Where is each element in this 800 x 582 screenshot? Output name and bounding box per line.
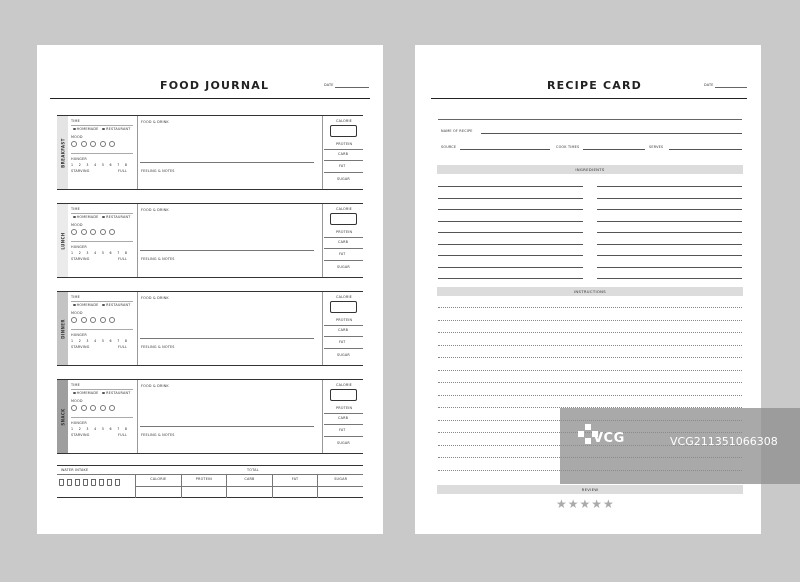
- fat-label: FAT: [339, 252, 346, 256]
- hunger-scale-value[interactable]: 6: [109, 427, 112, 431]
- homemade-option[interactable]: [73, 127, 98, 131]
- hunger-scale: [71, 339, 127, 343]
- full-label: FULL: [117, 257, 127, 261]
- food-drink-divider: [140, 338, 314, 339]
- restaurant-option[interactable]: [102, 391, 130, 395]
- food-journal-title: FOOD JOURNAL: [160, 79, 270, 92]
- total-column[interactable]: [181, 474, 227, 498]
- restaurant-label: RESTAURANT: [106, 303, 131, 307]
- hunger-scale-value[interactable]: 6: [109, 251, 112, 255]
- hunger-label: HUNGER: [71, 421, 87, 425]
- fat-label: FAT: [339, 428, 346, 432]
- food-drink-divider: [140, 162, 314, 163]
- instructions-header: INSTRUCTIONS: [437, 287, 743, 296]
- instruction-line[interactable]: [438, 332, 742, 333]
- hunger-scale-value[interactable]: 7: [117, 427, 120, 431]
- total-column[interactable]: [272, 474, 318, 498]
- starving-label: STARVING: [71, 345, 90, 349]
- food-journal-date-field[interactable]: [335, 87, 369, 88]
- hunger-scale-value[interactable]: 5: [101, 251, 104, 255]
- radio-icon: [102, 216, 105, 219]
- full-label: FULL: [117, 433, 127, 437]
- hunger-scale-value[interactable]: 8: [124, 427, 127, 431]
- ingredient-line[interactable]: [438, 255, 583, 256]
- mood-label: MOOD: [71, 399, 83, 403]
- calorie-label: CALORIE: [336, 207, 353, 211]
- ingredient-line[interactable]: [438, 267, 583, 268]
- hunger-scale-value[interactable]: 2: [78, 427, 81, 431]
- calorie-input[interactable]: [330, 213, 357, 225]
- review-header: REVIEW: [437, 485, 743, 494]
- total-label: TOTAL: [247, 468, 259, 472]
- feeling-notes-label: FEELING & NOTES: [141, 345, 175, 349]
- food-journal-date-label: DATE: [324, 83, 334, 87]
- name-of-recipe-label: NAME OF RECIPE: [441, 129, 473, 133]
- mood-face-icon[interactable]: [90, 141, 96, 147]
- source-field[interactable]: [460, 149, 550, 150]
- hunger-scale: [71, 163, 127, 167]
- header-rule: [50, 98, 370, 99]
- water-cup-icon[interactable]: [91, 479, 96, 486]
- calorie-input[interactable]: [330, 389, 357, 401]
- nutrition-panel: [324, 116, 363, 189]
- name-of-recipe-field[interactable]: [481, 133, 742, 134]
- total-column[interactable]: [135, 474, 181, 498]
- total-column-label: CARB: [244, 477, 255, 481]
- hunger-scale: [71, 251, 127, 255]
- time-label: TIME: [71, 207, 80, 211]
- starving-label: STARVING: [71, 169, 90, 173]
- recipe-date-label: DATE: [704, 83, 714, 87]
- meal-section: [57, 379, 363, 454]
- hunger-scale-ends: [71, 257, 127, 261]
- meal-name: LUNCH: [60, 231, 65, 250]
- serves-label: SERVES: [649, 145, 664, 149]
- hunger-scale-value[interactable]: 4: [94, 251, 97, 255]
- calorie-input[interactable]: [330, 125, 357, 137]
- restaurant-label: RESTAURANT: [106, 391, 131, 395]
- homemade-label: HOMEMADE: [76, 391, 99, 395]
- hunger-scale-value[interactable]: 8: [124, 339, 127, 343]
- homemade-label: HOMEMADE: [76, 303, 99, 307]
- hunger-scale-ends: [71, 433, 127, 437]
- total-column-label: PROTEIN: [195, 477, 212, 481]
- ingredient-line[interactable]: [438, 221, 583, 222]
- restaurant-option[interactable]: [102, 303, 130, 307]
- ingredient-line[interactable]: [597, 244, 742, 245]
- total-column-label: FAT: [291, 477, 299, 481]
- ingredient-line[interactable]: [438, 198, 583, 199]
- mood-face-icon[interactable]: [81, 141, 87, 147]
- starving-label: STARVING: [71, 257, 90, 261]
- hunger-scale-value[interactable]: 3: [86, 163, 89, 167]
- radio-icon: [102, 128, 105, 131]
- restaurant-option[interactable]: [102, 127, 130, 131]
- mood-face-icon[interactable]: [109, 405, 115, 411]
- hunger-scale-value[interactable]: 6: [109, 339, 112, 343]
- watermark: [560, 408, 800, 484]
- hunger-label: HUNGER: [71, 157, 87, 161]
- mood-faces: [71, 141, 133, 147]
- hunger-scale-value[interactable]: 1: [71, 339, 74, 343]
- protein-label: PROTEIN: [336, 230, 353, 234]
- mood-label: MOOD: [71, 223, 83, 227]
- mood-face-icon[interactable]: [109, 229, 115, 235]
- hunger-scale-ends: [71, 169, 127, 173]
- food-drink-divider: [140, 426, 314, 427]
- water-cup-icon[interactable]: [115, 479, 120, 486]
- calorie-label: CALORIE: [336, 295, 353, 299]
- watermark-id: VCG211351066308: [670, 435, 778, 448]
- protein-label: PROTEIN: [336, 318, 353, 322]
- ingredient-line[interactable]: [597, 221, 742, 222]
- mood-face-icon[interactable]: [71, 229, 77, 235]
- totals-columns: [135, 474, 363, 498]
- meal-tab: [57, 116, 68, 189]
- meal-name: BREAKFAST: [60, 137, 65, 168]
- ingredients-header: INGREDIENTS: [437, 165, 743, 174]
- hunger-scale: [71, 427, 127, 431]
- carb-label: CARB: [338, 240, 349, 244]
- food-notes-area[interactable]: [137, 116, 323, 189]
- meal-section: [57, 203, 363, 278]
- restaurant-option[interactable]: [102, 215, 130, 219]
- water-cup-icon[interactable]: [67, 479, 72, 486]
- hunger-scale-value[interactable]: 2: [78, 339, 81, 343]
- review-stars[interactable]: ★★★★★: [556, 497, 615, 511]
- hunger-scale-value[interactable]: 3: [86, 251, 89, 255]
- homemade-label: HOMEMADE: [76, 215, 99, 219]
- meal-tab: [57, 292, 68, 365]
- instruction-line[interactable]: [438, 382, 742, 383]
- food-drink-label: FOOD & DRINK: [141, 384, 169, 388]
- total-column[interactable]: [226, 474, 272, 498]
- food-journal-page: [37, 45, 383, 534]
- hunger-scale-value[interactable]: 1: [71, 163, 74, 167]
- ingredient-line[interactable]: [438, 186, 583, 187]
- mood-face-icon[interactable]: [90, 229, 96, 235]
- food-drink-label: FOOD & DRINK: [141, 120, 169, 124]
- ingredient-line[interactable]: [438, 209, 583, 210]
- meal-source-options: [71, 127, 133, 131]
- meal-tab: [57, 204, 68, 277]
- carb-label: CARB: [338, 328, 349, 332]
- homemade-option[interactable]: [73, 391, 98, 395]
- radio-icon: [102, 304, 105, 307]
- restaurant-label: RESTAURANT: [106, 127, 131, 131]
- hunger-scale-value[interactable]: 1: [71, 427, 74, 431]
- mood-label: MOOD: [71, 135, 83, 139]
- hunger-scale-value[interactable]: 7: [117, 339, 120, 343]
- instruction-line[interactable]: [438, 370, 742, 371]
- meal-section: [57, 115, 363, 190]
- ingredient-line[interactable]: [597, 198, 742, 199]
- mood-face-icon[interactable]: [71, 405, 77, 411]
- hunger-scale-value[interactable]: 5: [101, 427, 104, 431]
- meal-name: DINNER: [60, 318, 65, 339]
- hunger-scale-value[interactable]: 5: [101, 163, 104, 167]
- radio-icon: [73, 304, 76, 307]
- hunger-scale-value[interactable]: 2: [78, 251, 81, 255]
- homemade-option[interactable]: [73, 215, 98, 219]
- meal-section: [57, 291, 363, 366]
- food-notes-area[interactable]: [137, 292, 323, 365]
- hunger-scale-value[interactable]: 8: [124, 163, 127, 167]
- sugar-label: SUGAR: [337, 177, 350, 181]
- watermark-brand: VCG: [593, 431, 625, 446]
- time-label: TIME: [71, 119, 80, 123]
- hunger-label: HUNGER: [71, 333, 87, 337]
- radio-icon: [73, 216, 76, 219]
- total-column[interactable]: [317, 474, 363, 498]
- mood-face-icon[interactable]: [81, 229, 87, 235]
- cook-times-label: COOK TIMES: [556, 145, 580, 149]
- protein-label: PROTEIN: [336, 406, 353, 410]
- food-drink-label: FOOD & DRINK: [141, 208, 169, 212]
- ingredient-line[interactable]: [597, 186, 742, 187]
- instruction-line[interactable]: [438, 307, 742, 308]
- instruction-line[interactable]: [438, 357, 742, 358]
- homemade-option[interactable]: [73, 303, 98, 307]
- mood-face-icon[interactable]: [100, 141, 106, 147]
- recipe-header-rule: [431, 98, 747, 99]
- mood-face-icon[interactable]: [100, 317, 106, 323]
- instruction-line[interactable]: [438, 345, 742, 346]
- nutrition-panel: [324, 292, 363, 365]
- food-drink-label: FOOD & DRINK: [141, 296, 169, 300]
- ingredient-line[interactable]: [597, 255, 742, 256]
- radio-icon: [102, 392, 105, 395]
- meal-name: SNACK: [60, 407, 65, 426]
- hunger-scale-value[interactable]: 4: [94, 163, 97, 167]
- mood-face-icon[interactable]: [100, 405, 106, 411]
- feeling-notes-label: FEELING & NOTES: [141, 257, 175, 261]
- hunger-scale-value[interactable]: 7: [117, 251, 120, 255]
- hunger-scale-value[interactable]: 1: [71, 251, 74, 255]
- instruction-line[interactable]: [438, 395, 742, 396]
- meal-source-options: [71, 303, 133, 307]
- water-cup-icon[interactable]: [75, 479, 80, 486]
- carb-label: CARB: [338, 152, 349, 156]
- mood-faces: [71, 229, 133, 235]
- ingredient-line[interactable]: [597, 209, 742, 210]
- ingredient-line[interactable]: [597, 267, 742, 268]
- instruction-line[interactable]: [438, 320, 742, 321]
- food-notes-area[interactable]: [137, 204, 323, 277]
- hunger-scale-value[interactable]: 7: [117, 163, 120, 167]
- total-column-label: CALORIE: [150, 477, 167, 481]
- protein-label: PROTEIN: [336, 142, 353, 146]
- water-cup-icon[interactable]: [83, 479, 88, 486]
- water-intake-label: WATER INTAKE: [61, 468, 89, 472]
- mood-face-icon[interactable]: [81, 405, 87, 411]
- hunger-scale-value[interactable]: 2: [78, 163, 81, 167]
- water-cup-icon[interactable]: [99, 479, 104, 486]
- starving-label: STARVING: [71, 433, 90, 437]
- hunger-scale-value[interactable]: 8: [124, 251, 127, 255]
- mood-face-icon[interactable]: [109, 141, 115, 147]
- water-cups: [59, 479, 120, 486]
- fat-label: FAT: [339, 340, 346, 344]
- mood-faces: [71, 405, 133, 411]
- sugar-label: SUGAR: [337, 265, 350, 269]
- hunger-scale-value[interactable]: 3: [86, 339, 89, 343]
- cook-times-field[interactable]: [583, 149, 645, 150]
- recipe-card-title: RECIPE CARD: [547, 79, 642, 92]
- water-cup-icon[interactable]: [107, 479, 112, 486]
- hunger-scale-value[interactable]: 4: [94, 427, 97, 431]
- hunger-scale-value[interactable]: 5: [101, 339, 104, 343]
- meal-tab: [57, 380, 68, 453]
- hunger-scale-value[interactable]: 6: [109, 163, 112, 167]
- calorie-input[interactable]: [330, 301, 357, 313]
- carb-label: CARB: [338, 416, 349, 420]
- nutrition-panel: [324, 204, 363, 277]
- hunger-label: HUNGER: [71, 245, 87, 249]
- ingredient-line[interactable]: [438, 244, 583, 245]
- mood-label: MOOD: [71, 311, 83, 315]
- food-notes-area[interactable]: [137, 380, 323, 453]
- homemade-label: HOMEMADE: [76, 127, 99, 131]
- mood-faces: [71, 317, 133, 323]
- hunger-scale-value[interactable]: 3: [86, 427, 89, 431]
- meal-source-options: [71, 391, 133, 395]
- calorie-label: CALORIE: [336, 383, 353, 387]
- mood-face-icon[interactable]: [71, 317, 77, 323]
- hunger-scale-ends: [71, 345, 127, 349]
- ingredient-line[interactable]: [597, 278, 742, 279]
- food-drink-divider: [140, 250, 314, 251]
- time-label: TIME: [71, 295, 80, 299]
- radio-icon: [73, 128, 76, 131]
- totals-section: [57, 465, 363, 498]
- total-column-label: SUGAR: [334, 477, 348, 481]
- full-label: FULL: [117, 169, 127, 173]
- serves-field[interactable]: [669, 149, 742, 150]
- mood-face-icon[interactable]: [90, 317, 96, 323]
- fat-label: FAT: [339, 164, 346, 168]
- restaurant-label: RESTAURANT: [106, 215, 131, 219]
- calorie-label: CALORIE: [336, 119, 353, 123]
- mood-face-icon[interactable]: [81, 317, 87, 323]
- sugar-label: SUGAR: [337, 353, 350, 357]
- ingredient-line[interactable]: [438, 232, 583, 233]
- time-label: TIME: [71, 383, 80, 387]
- recipe-date-field[interactable]: [715, 87, 747, 88]
- water-cup-icon[interactable]: [59, 479, 64, 486]
- radio-icon: [73, 392, 76, 395]
- nutrition-panel: [324, 380, 363, 453]
- feeling-notes-label: FEELING & NOTES: [141, 433, 175, 437]
- feeling-notes-label: FEELING & NOTES: [141, 169, 175, 173]
- ingredient-line[interactable]: [438, 278, 583, 279]
- full-label: FULL: [117, 345, 127, 349]
- mood-face-icon[interactable]: [109, 317, 115, 323]
- mood-face-icon[interactable]: [100, 229, 106, 235]
- sugar-label: SUGAR: [337, 441, 350, 445]
- mood-face-icon[interactable]: [90, 405, 96, 411]
- meal-source-options: [71, 215, 133, 219]
- hunger-scale-value[interactable]: 4: [94, 339, 97, 343]
- ingredient-line[interactable]: [597, 232, 742, 233]
- source-label: SOURCE: [441, 145, 457, 149]
- mood-face-icon[interactable]: [71, 141, 77, 147]
